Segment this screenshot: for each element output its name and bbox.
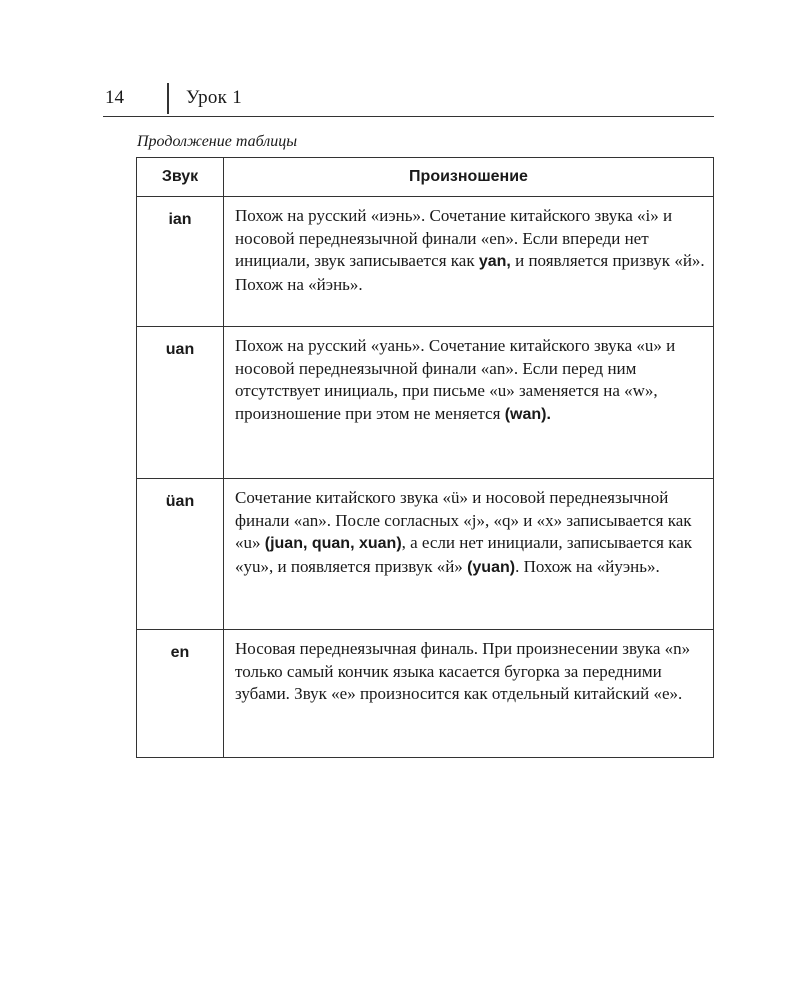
pronunciation-text: Похож на русский «иэнь». Сочетание китайского звука «i» и носовой переднеязычной финали «en». Если впереди нет инициали, звук записывается как bbox=[235, 206, 673, 270]
pronunciation-text: и появляется призвук «й». Похож на «йэнь». bbox=[235, 251, 705, 294]
pronunciation-table bbox=[136, 157, 714, 758]
sound-cell: uan bbox=[137, 327, 224, 479]
pinyin-form: (wan). bbox=[504, 405, 551, 423]
chapter-title: Урок 1 bbox=[186, 87, 243, 108]
header-divider bbox=[167, 83, 169, 114]
pronunciation-cell bbox=[224, 197, 714, 327]
table-row bbox=[137, 197, 714, 327]
pinyin-form: yan, bbox=[478, 253, 511, 270]
table-row bbox=[137, 630, 714, 758]
pronunciation-cell bbox=[224, 630, 714, 758]
pinyin-form: (juan, quan, xuan) bbox=[264, 535, 402, 552]
pronunciation-cell bbox=[224, 327, 714, 479]
pronunciation-text: Сочетание китайского звука «ü» и носовой переднеязычной финали «an». После согласных «j», «q» и «x» записывается как «u» bbox=[235, 488, 692, 552]
pronunciation-cell bbox=[224, 479, 714, 630]
table-caption: Продолжение таблицы bbox=[137, 133, 298, 150]
table-row bbox=[137, 479, 714, 630]
table-header-row bbox=[137, 158, 714, 197]
pronunciation-text: , а если нет инициали, записывается как «yu», и появляется призвук «й» bbox=[235, 533, 693, 576]
pronunciation-text: . Похож на «йуэнь». bbox=[515, 556, 660, 576]
pronunciation-text: Похож на русский «уань». Сочетание китайского звука «u» и носовой переднеязычной финали «an». Если перед ним отсутствует инициаль, при письме «u» заменяется на «w», произношение при этом не меняется bbox=[235, 336, 676, 423]
pinyin-form: (yuan) bbox=[467, 558, 516, 576]
column-header-pronunciation: Произношение bbox=[224, 158, 714, 197]
table-row bbox=[137, 327, 714, 479]
pronunciation-text: Носовая переднеязычная финаль. При произнесении звука «n» только самый кончик языка касается бугорка за передними зубами. Звук «e» произносится как отдельный китайский «e». bbox=[235, 639, 691, 703]
column-header-sound: Звук bbox=[137, 158, 224, 197]
sound-cell: üan bbox=[137, 479, 224, 630]
page-number: 14 bbox=[105, 87, 124, 108]
page-header bbox=[103, 80, 714, 117]
sound-cell: ian bbox=[137, 197, 224, 327]
sound-cell: en bbox=[137, 630, 224, 758]
